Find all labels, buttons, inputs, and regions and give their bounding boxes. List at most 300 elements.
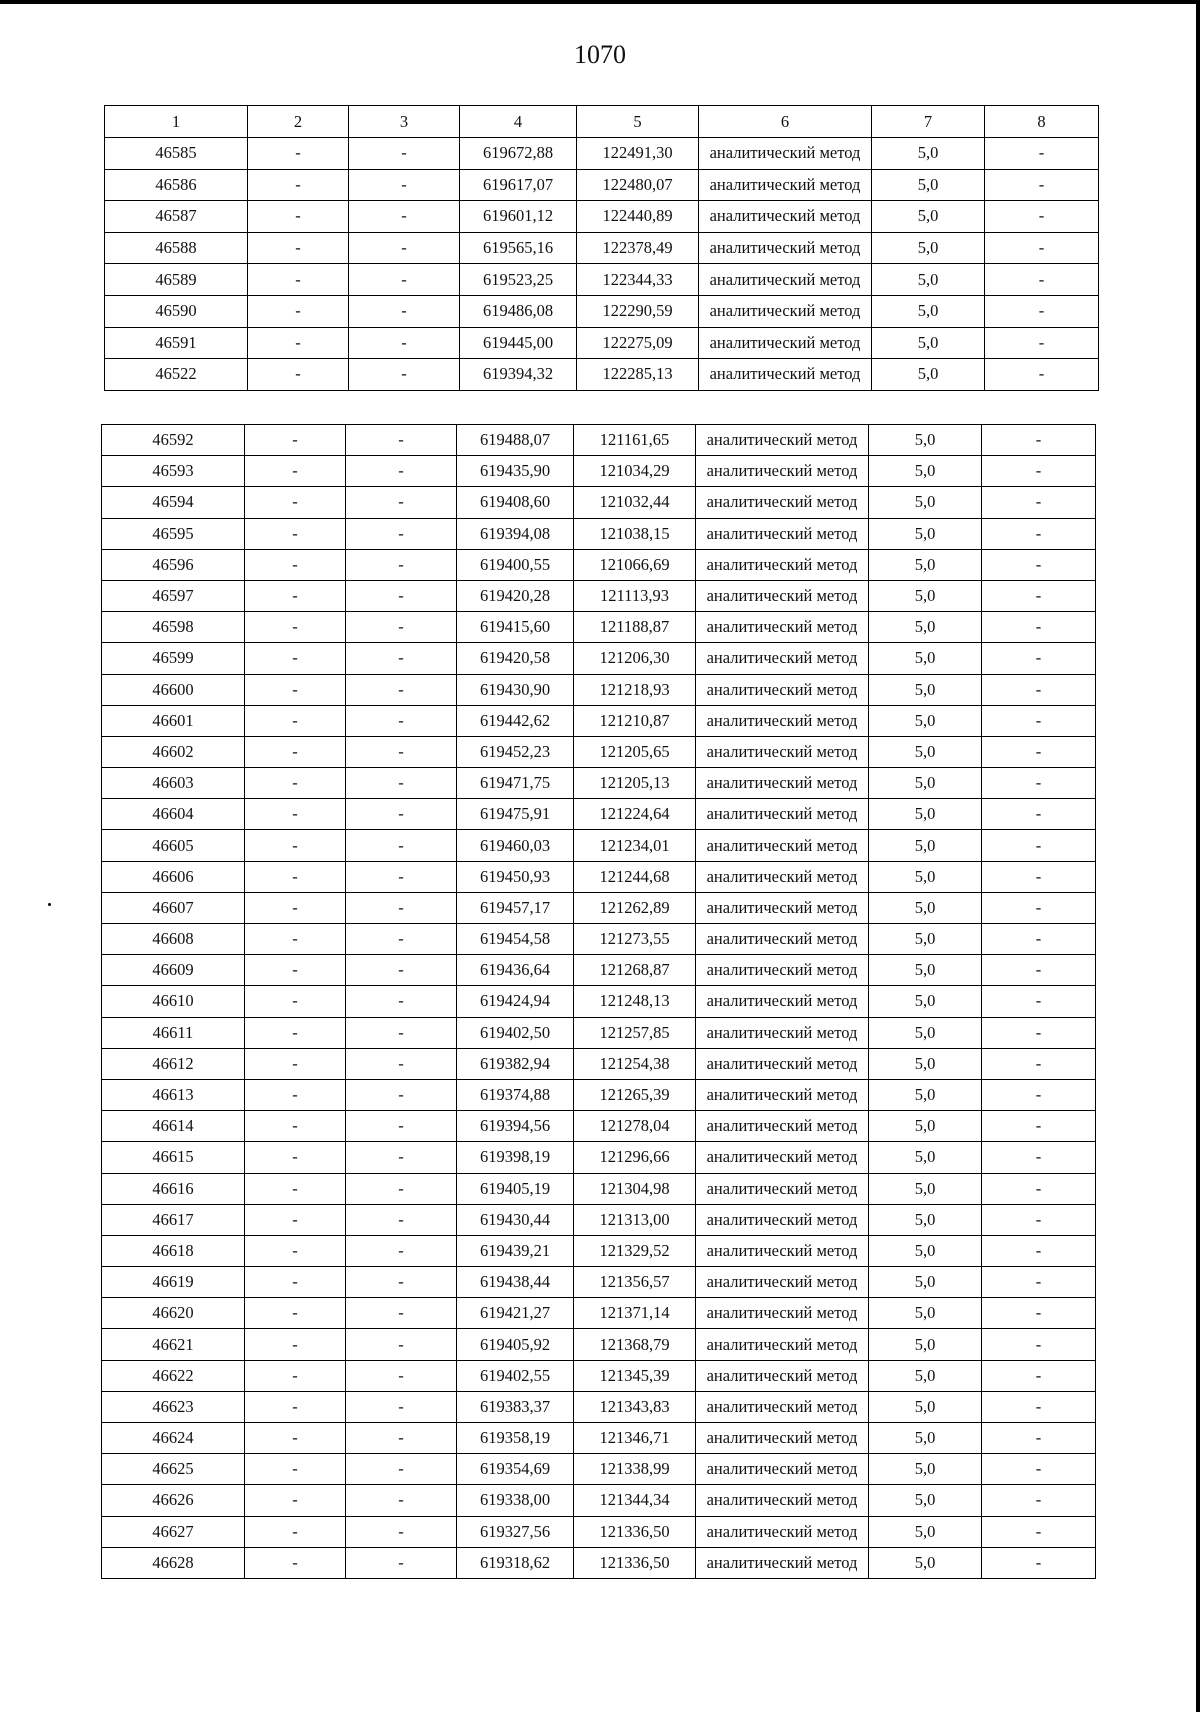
col-3-cell: - — [346, 1454, 457, 1485]
x-coordinate-cell: 619617,07 — [460, 169, 577, 201]
table-row — [102, 1391, 1096, 1422]
coordinates-table-2 — [101, 424, 1096, 1579]
x-coordinate-cell: 619402,55 — [457, 1360, 574, 1391]
x-coordinate-cell: 619415,60 — [457, 612, 574, 643]
accuracy-cell: 5,0 — [872, 232, 985, 264]
point-number-cell: 46595 — [102, 518, 245, 549]
col-3-cell: - — [346, 1423, 457, 1454]
col-3-cell: - — [349, 232, 460, 264]
x-coordinate-cell: 619421,27 — [457, 1298, 574, 1329]
x-coordinate-cell: 619318,62 — [457, 1547, 574, 1578]
col-2-cell: - — [245, 1142, 346, 1173]
method-cell: аналитический метод — [696, 1235, 869, 1266]
y-coordinate-cell: 122285,13 — [577, 359, 699, 391]
accuracy-cell: 5,0 — [869, 799, 982, 830]
col-8-cell: - — [985, 295, 1099, 327]
accuracy-cell: 5,0 — [869, 518, 982, 549]
x-coordinate-cell: 619358,19 — [457, 1423, 574, 1454]
col-8-cell: - — [985, 359, 1099, 391]
method-cell: аналитический метод — [699, 264, 872, 296]
col-3-cell: - — [346, 924, 457, 955]
table-row — [102, 425, 1096, 456]
point-number-cell: 46586 — [105, 169, 248, 201]
x-coordinate-cell: 619450,93 — [457, 861, 574, 892]
point-number-cell: 46627 — [102, 1516, 245, 1547]
column-header: 3 — [349, 106, 460, 138]
accuracy-cell: 5,0 — [869, 1142, 982, 1173]
table-row — [105, 327, 1099, 359]
col-3-cell: - — [346, 830, 457, 861]
x-coordinate-cell: 619454,58 — [457, 924, 574, 955]
y-coordinate-cell: 121345,39 — [574, 1360, 696, 1391]
column-header: 1 — [105, 106, 248, 138]
x-coordinate-cell: 619445,00 — [460, 327, 577, 359]
method-cell: аналитический метод — [696, 924, 869, 955]
accuracy-cell: 5,0 — [872, 359, 985, 391]
table-row — [102, 1048, 1096, 1079]
method-cell: аналитический метод — [696, 892, 869, 923]
point-number-cell: 46610 — [102, 986, 245, 1017]
accuracy-cell: 5,0 — [872, 264, 985, 296]
point-number-cell: 46594 — [102, 487, 245, 518]
table-row — [105, 138, 1099, 170]
table-row — [105, 169, 1099, 201]
col-8-cell: - — [982, 1204, 1096, 1235]
col-2-cell: - — [245, 736, 346, 767]
accuracy-cell: 5,0 — [869, 830, 982, 861]
y-coordinate-cell: 121336,50 — [574, 1547, 696, 1578]
col-3-cell: - — [346, 580, 457, 611]
point-number-cell: 46598 — [102, 612, 245, 643]
y-coordinate-cell: 121262,89 — [574, 892, 696, 923]
col-2-cell: - — [245, 1516, 346, 1547]
accuracy-cell: 5,0 — [872, 327, 985, 359]
col-8-cell: - — [982, 986, 1096, 1017]
y-coordinate-cell: 122290,59 — [577, 295, 699, 327]
method-cell: аналитический метод — [696, 986, 869, 1017]
method-cell: аналитический метод — [696, 1079, 869, 1110]
y-coordinate-cell: 121244,68 — [574, 861, 696, 892]
x-coordinate-cell: 619438,44 — [457, 1267, 574, 1298]
col-2-cell: - — [245, 1048, 346, 1079]
point-number-cell: 46591 — [105, 327, 248, 359]
y-coordinate-cell: 121273,55 — [574, 924, 696, 955]
table-row — [102, 1454, 1096, 1485]
col-8-cell: - — [985, 264, 1099, 296]
point-number-cell: 46589 — [105, 264, 248, 296]
col-3-cell: - — [346, 705, 457, 736]
y-coordinate-cell: 121257,85 — [574, 1017, 696, 1048]
method-cell: аналитический метод — [696, 1267, 869, 1298]
col-3-cell: - — [346, 643, 457, 674]
point-number-cell: 46624 — [102, 1423, 245, 1454]
col-3-cell: - — [346, 674, 457, 705]
table-row — [102, 674, 1096, 705]
table-row — [102, 861, 1096, 892]
table-row — [105, 264, 1099, 296]
accuracy-cell: 5,0 — [869, 1547, 982, 1578]
col-2-cell: - — [245, 1079, 346, 1110]
x-coordinate-cell: 619420,58 — [457, 643, 574, 674]
col-3-cell: - — [349, 169, 460, 201]
point-number-cell: 46617 — [102, 1204, 245, 1235]
y-coordinate-cell: 121205,65 — [574, 736, 696, 767]
table-row — [102, 1235, 1096, 1266]
col-8-cell: - — [982, 1485, 1096, 1516]
col-2-cell: - — [245, 1454, 346, 1485]
col-8-cell: - — [982, 861, 1096, 892]
col-3-cell: - — [346, 1017, 457, 1048]
table-row — [102, 1329, 1096, 1360]
point-number-cell: 46604 — [102, 799, 245, 830]
method-cell: аналитический метод — [696, 580, 869, 611]
column-header: 6 — [699, 106, 872, 138]
col-8-cell: - — [985, 327, 1099, 359]
column-header: 5 — [577, 106, 699, 138]
y-coordinate-cell: 121248,13 — [574, 986, 696, 1017]
coordinates-table-1 — [104, 105, 1099, 391]
col-8-cell: - — [982, 612, 1096, 643]
column-header: 4 — [460, 106, 577, 138]
method-cell: аналитический метод — [696, 1454, 869, 1485]
col-2-cell: - — [248, 295, 349, 327]
col-8-cell: - — [982, 518, 1096, 549]
col-3-cell: - — [346, 1360, 457, 1391]
table-row — [105, 201, 1099, 233]
col-8-cell: - — [985, 232, 1099, 264]
accuracy-cell: 5,0 — [869, 1048, 982, 1079]
y-coordinate-cell: 121329,52 — [574, 1235, 696, 1266]
x-coordinate-cell: 619383,37 — [457, 1391, 574, 1422]
accuracy-cell: 5,0 — [869, 1173, 982, 1204]
x-coordinate-cell: 619430,90 — [457, 674, 574, 705]
accuracy-cell: 5,0 — [872, 295, 985, 327]
column-header: 8 — [985, 106, 1099, 138]
col-3-cell: - — [346, 1329, 457, 1360]
col-8-cell: - — [982, 456, 1096, 487]
point-number-cell: 46611 — [102, 1017, 245, 1048]
col-8-cell: - — [982, 1547, 1096, 1578]
method-cell: аналитический метод — [696, 768, 869, 799]
table-row — [102, 487, 1096, 518]
table-row — [102, 518, 1096, 549]
col-2-cell: - — [245, 1329, 346, 1360]
col-3-cell: - — [346, 1173, 457, 1204]
x-coordinate-cell: 619436,64 — [457, 955, 574, 986]
col-8-cell: - — [985, 138, 1099, 170]
col-2-cell: - — [248, 169, 349, 201]
x-coordinate-cell: 619439,21 — [457, 1235, 574, 1266]
y-coordinate-cell: 121032,44 — [574, 487, 696, 518]
page-right-edge — [1196, 0, 1200, 1712]
point-number-cell: 46587 — [105, 201, 248, 233]
method-cell: аналитический метод — [696, 1017, 869, 1048]
accuracy-cell: 5,0 — [869, 705, 982, 736]
col-8-cell: - — [982, 487, 1096, 518]
method-cell: аналитический метод — [696, 1298, 869, 1329]
table-row — [105, 359, 1099, 391]
table-row — [102, 955, 1096, 986]
col-2-cell: - — [245, 955, 346, 986]
col-2-cell: - — [245, 830, 346, 861]
table-row — [102, 986, 1096, 1017]
col-8-cell: - — [982, 1329, 1096, 1360]
col-8-cell: - — [982, 1173, 1096, 1204]
col-2-cell: - — [245, 1547, 346, 1578]
col-3-cell: - — [346, 1048, 457, 1079]
accuracy-cell: 5,0 — [869, 1235, 982, 1266]
method-cell: аналитический метод — [696, 425, 869, 456]
col-3-cell: - — [346, 518, 457, 549]
col-2-cell: - — [245, 425, 346, 456]
method-cell: аналитический метод — [696, 549, 869, 580]
table-row — [102, 1173, 1096, 1204]
method-cell: аналитический метод — [699, 359, 872, 391]
table-row — [102, 1267, 1096, 1298]
method-cell: аналитический метод — [696, 955, 869, 986]
x-coordinate-cell: 619394,08 — [457, 518, 574, 549]
method-cell: аналитический метод — [696, 456, 869, 487]
col-3-cell: - — [346, 1079, 457, 1110]
method-cell: аналитический метод — [696, 1516, 869, 1547]
accuracy-cell: 5,0 — [869, 1329, 982, 1360]
col-3-cell: - — [346, 612, 457, 643]
y-coordinate-cell: 122480,07 — [577, 169, 699, 201]
column-header: 7 — [872, 106, 985, 138]
col-3-cell: - — [349, 359, 460, 391]
x-coordinate-cell: 619394,32 — [460, 359, 577, 391]
point-number-cell: 46603 — [102, 768, 245, 799]
col-8-cell: - — [982, 643, 1096, 674]
col-3-cell: - — [346, 487, 457, 518]
point-number-cell: 46592 — [102, 425, 245, 456]
table-row — [102, 1547, 1096, 1578]
method-cell: аналитический метод — [696, 1360, 869, 1391]
col-2-cell: - — [245, 1423, 346, 1454]
col-2-cell: - — [245, 643, 346, 674]
table-row — [102, 580, 1096, 611]
accuracy-cell: 5,0 — [869, 768, 982, 799]
col-8-cell: - — [982, 425, 1096, 456]
y-coordinate-cell: 121206,30 — [574, 643, 696, 674]
col-8-cell: - — [982, 799, 1096, 830]
point-number-cell: 46607 — [102, 892, 245, 923]
table-row — [102, 892, 1096, 923]
x-coordinate-cell: 619435,90 — [457, 456, 574, 487]
accuracy-cell: 5,0 — [869, 955, 982, 986]
y-coordinate-cell: 121218,93 — [574, 674, 696, 705]
y-coordinate-cell: 121368,79 — [574, 1329, 696, 1360]
y-coordinate-cell: 121210,87 — [574, 705, 696, 736]
point-number-cell: 46585 — [105, 138, 248, 170]
x-coordinate-cell: 619601,12 — [460, 201, 577, 233]
col-8-cell: - — [982, 674, 1096, 705]
y-coordinate-cell: 121304,98 — [574, 1173, 696, 1204]
table-row — [102, 1142, 1096, 1173]
accuracy-cell: 5,0 — [869, 1079, 982, 1110]
table-row — [102, 1079, 1096, 1110]
col-3-cell: - — [346, 549, 457, 580]
method-cell: аналитический метод — [696, 799, 869, 830]
x-coordinate-cell: 619398,19 — [457, 1142, 574, 1173]
col-8-cell: - — [982, 1360, 1096, 1391]
accuracy-cell: 5,0 — [872, 201, 985, 233]
col-3-cell: - — [349, 295, 460, 327]
col-8-cell: - — [982, 955, 1096, 986]
col-2-cell: - — [248, 359, 349, 391]
col-2-cell: - — [248, 327, 349, 359]
x-coordinate-cell: 619452,23 — [457, 736, 574, 767]
method-cell: аналитический метод — [696, 1142, 869, 1173]
point-number-cell: 46599 — [102, 643, 245, 674]
method-cell: аналитический метод — [696, 518, 869, 549]
col-3-cell: - — [349, 138, 460, 170]
col-3-cell: - — [346, 456, 457, 487]
accuracy-cell: 5,0 — [869, 456, 982, 487]
point-number-cell: 46605 — [102, 830, 245, 861]
col-3-cell: - — [349, 201, 460, 233]
accuracy-cell: 5,0 — [869, 986, 982, 1017]
col-8-cell: - — [982, 1235, 1096, 1266]
x-coordinate-cell: 619402,50 — [457, 1017, 574, 1048]
method-cell: аналитический метод — [699, 295, 872, 327]
point-number-cell: 46620 — [102, 1298, 245, 1329]
accuracy-cell: 5,0 — [869, 1485, 982, 1516]
table-row — [102, 799, 1096, 830]
point-number-cell: 46621 — [102, 1329, 245, 1360]
col-2-cell: - — [245, 892, 346, 923]
point-number-cell: 46601 — [102, 705, 245, 736]
col-2-cell: - — [245, 674, 346, 705]
y-coordinate-cell: 121343,83 — [574, 1391, 696, 1422]
accuracy-cell: 5,0 — [869, 612, 982, 643]
point-number-cell: 46608 — [102, 924, 245, 955]
col-2-cell: - — [245, 487, 346, 518]
x-coordinate-cell: 619400,55 — [457, 549, 574, 580]
table-row — [102, 924, 1096, 955]
table-row — [102, 1485, 1096, 1516]
col-8-cell: - — [982, 830, 1096, 861]
col-8-cell: - — [985, 169, 1099, 201]
x-coordinate-cell: 619420,28 — [457, 580, 574, 611]
point-number-cell: 46606 — [102, 861, 245, 892]
accuracy-cell: 5,0 — [869, 1360, 982, 1391]
col-3-cell: - — [346, 892, 457, 923]
point-number-cell: 46613 — [102, 1079, 245, 1110]
col-8-cell: - — [982, 892, 1096, 923]
col-2-cell: - — [245, 861, 346, 892]
col-2-cell: - — [245, 768, 346, 799]
point-number-cell: 46625 — [102, 1454, 245, 1485]
table-row — [102, 456, 1096, 487]
point-number-cell: 46522 — [105, 359, 248, 391]
col-8-cell: - — [982, 549, 1096, 580]
y-coordinate-cell: 121336,50 — [574, 1516, 696, 1547]
col-3-cell: - — [346, 768, 457, 799]
y-coordinate-cell: 122378,49 — [577, 232, 699, 264]
accuracy-cell: 5,0 — [869, 580, 982, 611]
col-3-cell: - — [349, 327, 460, 359]
y-coordinate-cell: 121344,34 — [574, 1485, 696, 1516]
accuracy-cell: 5,0 — [869, 1391, 982, 1422]
y-coordinate-cell: 121254,38 — [574, 1048, 696, 1079]
method-cell: аналитический метод — [696, 1048, 869, 1079]
column-header: 2 — [248, 106, 349, 138]
method-cell: аналитический метод — [696, 487, 869, 518]
col-8-cell: - — [982, 580, 1096, 611]
method-cell: аналитический метод — [699, 327, 872, 359]
accuracy-cell: 5,0 — [869, 643, 982, 674]
col-8-cell: - — [982, 768, 1096, 799]
y-coordinate-cell: 121188,87 — [574, 612, 696, 643]
y-coordinate-cell: 121234,01 — [574, 830, 696, 861]
header-row — [105, 106, 1099, 138]
col-3-cell: - — [346, 955, 457, 986]
method-cell: аналитический метод — [696, 1173, 869, 1204]
col-2-cell: - — [245, 456, 346, 487]
accuracy-cell: 5,0 — [869, 1017, 982, 1048]
accuracy-cell: 5,0 — [869, 736, 982, 767]
point-number-cell: 46623 — [102, 1391, 245, 1422]
col-3-cell: - — [346, 1516, 457, 1547]
method-cell: аналитический метод — [699, 169, 872, 201]
col-2-cell: - — [245, 1267, 346, 1298]
y-coordinate-cell: 122275,09 — [577, 327, 699, 359]
col-8-cell: - — [982, 736, 1096, 767]
point-number-cell: 46626 — [102, 1485, 245, 1516]
col-8-cell: - — [982, 1267, 1096, 1298]
page-top-edge — [0, 0, 1200, 4]
x-coordinate-cell: 619408,60 — [457, 487, 574, 518]
col-2-cell: - — [245, 1235, 346, 1266]
y-coordinate-cell: 121356,57 — [574, 1267, 696, 1298]
page-number: 1070 — [574, 40, 626, 69]
col-3-cell: - — [346, 986, 457, 1017]
x-coordinate-cell: 619565,16 — [460, 232, 577, 264]
y-coordinate-cell: 121161,65 — [574, 425, 696, 456]
point-number-cell: 46597 — [102, 580, 245, 611]
col-2-cell: - — [245, 986, 346, 1017]
x-coordinate-cell: 619475,91 — [457, 799, 574, 830]
method-cell: аналитический метод — [696, 1485, 869, 1516]
col-8-cell: - — [982, 1423, 1096, 1454]
x-coordinate-cell: 619672,88 — [460, 138, 577, 170]
table-row — [102, 1360, 1096, 1391]
y-coordinate-cell: 121224,64 — [574, 799, 696, 830]
table-row — [102, 549, 1096, 580]
x-coordinate-cell: 619442,62 — [457, 705, 574, 736]
col-2-cell: - — [245, 1485, 346, 1516]
table-row — [102, 1111, 1096, 1142]
x-coordinate-cell: 619394,56 — [457, 1111, 574, 1142]
x-coordinate-cell: 619486,08 — [460, 295, 577, 327]
point-number-cell: 46590 — [105, 295, 248, 327]
col-2-cell: - — [245, 1111, 346, 1142]
method-cell: аналитический метод — [699, 232, 872, 264]
table-row — [102, 612, 1096, 643]
point-number-cell: 46628 — [102, 1547, 245, 1578]
col-3-cell: - — [346, 1111, 457, 1142]
point-number-cell: 46593 — [102, 456, 245, 487]
table-row — [102, 643, 1096, 674]
accuracy-cell: 5,0 — [869, 892, 982, 923]
point-number-cell: 46602 — [102, 736, 245, 767]
col-3-cell: - — [346, 799, 457, 830]
col-3-cell: - — [346, 1267, 457, 1298]
col-2-cell: - — [245, 1173, 346, 1204]
col-2-cell: - — [248, 201, 349, 233]
col-8-cell: - — [982, 1391, 1096, 1422]
